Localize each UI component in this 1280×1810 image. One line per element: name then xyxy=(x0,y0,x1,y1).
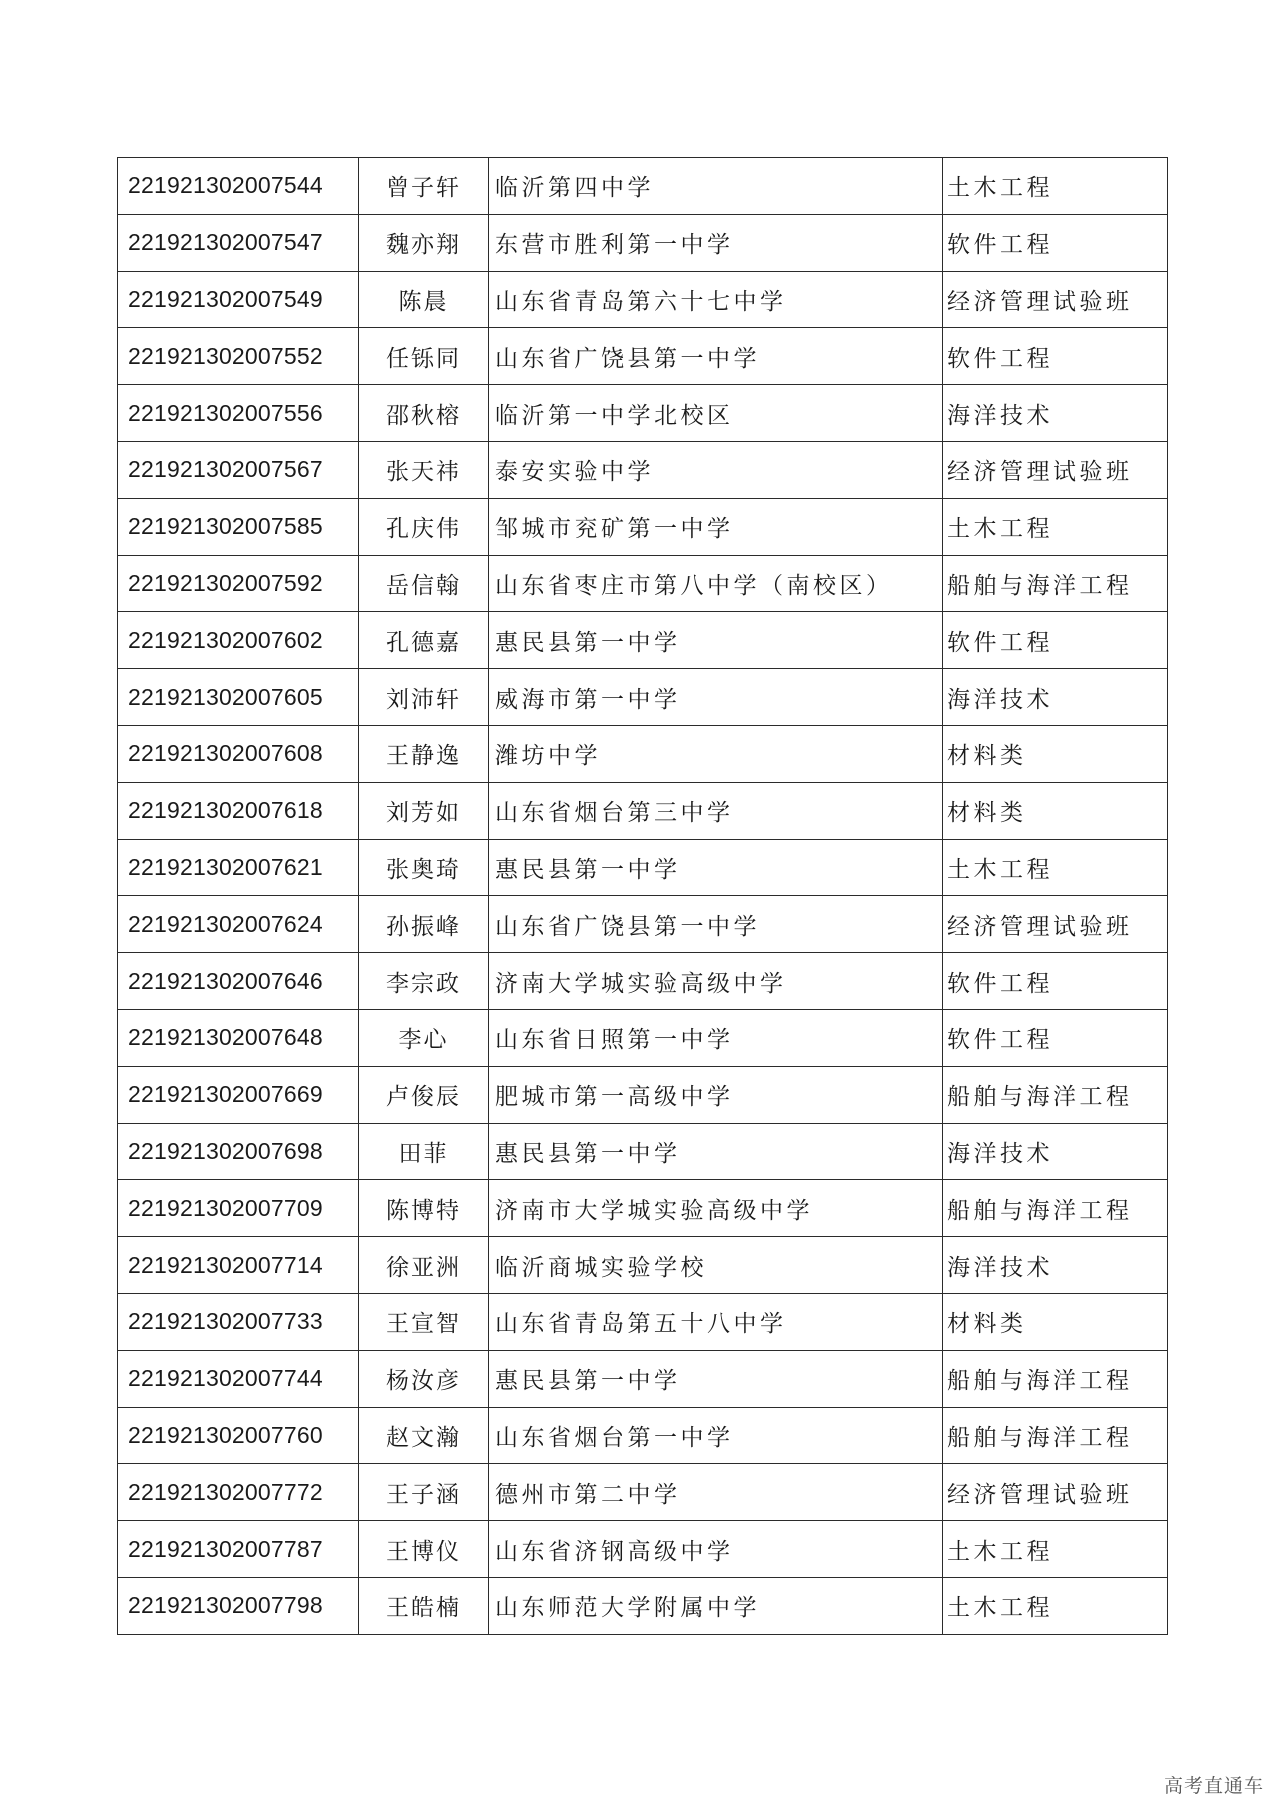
table-row xyxy=(118,1293,1168,1350)
major-cell: 船舶与海洋工程 xyxy=(943,1066,1168,1123)
table-row xyxy=(118,725,1168,782)
table-row xyxy=(118,1123,1168,1180)
student-name-cell: 张天祎 xyxy=(359,441,489,498)
table-row xyxy=(118,1407,1168,1464)
school-cell: 泰安实验中学 xyxy=(489,441,943,498)
school-cell: 山东省枣庄市第八中学（南校区） xyxy=(489,555,943,612)
school-cell: 山东师范大学附属中学 xyxy=(489,1577,943,1634)
school-cell: 邹城市兖矿第一中学 xyxy=(489,498,943,555)
table-row xyxy=(118,271,1168,328)
school-cell: 肥城市第一高级中学 xyxy=(489,1066,943,1123)
table-row xyxy=(118,1180,1168,1237)
school-cell: 威海市第一中学 xyxy=(489,669,943,726)
major-cell: 土木工程 xyxy=(943,498,1168,555)
major-cell: 经济管理试验班 xyxy=(943,1464,1168,1521)
exam-number-cell: 221921302007552 xyxy=(118,328,359,385)
school-cell: 东营市胜利第一中学 xyxy=(489,214,943,271)
major-cell: 软件工程 xyxy=(943,612,1168,669)
school-cell: 山东省济钢高级中学 xyxy=(489,1521,943,1578)
exam-number-cell: 221921302007698 xyxy=(118,1123,359,1180)
school-cell: 山东省青岛第六十七中学 xyxy=(489,271,943,328)
school-cell: 临沂第一中学北校区 xyxy=(489,385,943,442)
table-row xyxy=(118,1464,1168,1521)
table-row xyxy=(118,1521,1168,1578)
major-cell: 土木工程 xyxy=(943,839,1168,896)
table-row xyxy=(118,612,1168,669)
exam-number-cell: 221921302007592 xyxy=(118,555,359,612)
major-cell: 海洋技术 xyxy=(943,385,1168,442)
exam-number-cell: 221921302007624 xyxy=(118,896,359,953)
student-name-cell: 李心 xyxy=(359,1009,489,1066)
exam-number-cell: 221921302007733 xyxy=(118,1293,359,1350)
table-row xyxy=(118,782,1168,839)
student-name-cell: 岳信翰 xyxy=(359,555,489,612)
exam-number-cell: 221921302007602 xyxy=(118,612,359,669)
major-cell: 土木工程 xyxy=(943,1521,1168,1578)
exam-number-cell: 221921302007567 xyxy=(118,441,359,498)
exam-number-cell: 221921302007608 xyxy=(118,725,359,782)
student-name-cell: 任铄同 xyxy=(359,328,489,385)
major-cell: 经济管理试验班 xyxy=(943,896,1168,953)
major-cell: 海洋技术 xyxy=(943,669,1168,726)
school-cell: 临沂第四中学 xyxy=(489,158,943,215)
student-name-cell: 李宗政 xyxy=(359,953,489,1010)
table-row xyxy=(118,669,1168,726)
table-row xyxy=(118,441,1168,498)
table-row xyxy=(118,839,1168,896)
school-cell: 惠民县第一中学 xyxy=(489,839,943,896)
exam-number-cell: 221921302007772 xyxy=(118,1464,359,1521)
school-cell: 潍坊中学 xyxy=(489,725,943,782)
major-cell: 材料类 xyxy=(943,782,1168,839)
school-cell: 惠民县第一中学 xyxy=(489,1350,943,1407)
table-row xyxy=(118,214,1168,271)
student-name-cell: 陈博特 xyxy=(359,1180,489,1237)
student-name-cell: 王宣智 xyxy=(359,1293,489,1350)
major-cell: 材料类 xyxy=(943,725,1168,782)
major-cell: 船舶与海洋工程 xyxy=(943,1350,1168,1407)
table-row xyxy=(118,1066,1168,1123)
school-cell: 德州市第二中学 xyxy=(489,1464,943,1521)
school-cell: 山东省日照第一中学 xyxy=(489,1009,943,1066)
major-cell: 船舶与海洋工程 xyxy=(943,1407,1168,1464)
student-name-cell: 曾子轩 xyxy=(359,158,489,215)
roster-table-body xyxy=(118,158,1168,1635)
exam-number-cell: 221921302007798 xyxy=(118,1577,359,1634)
student-name-cell: 邵秋榕 xyxy=(359,385,489,442)
table-row xyxy=(118,1009,1168,1066)
student-name-cell: 陈晨 xyxy=(359,271,489,328)
exam-number-cell: 221921302007547 xyxy=(118,214,359,271)
school-cell: 山东省青岛第五十八中学 xyxy=(489,1293,943,1350)
student-name-cell: 刘芳如 xyxy=(359,782,489,839)
exam-number-cell: 221921302007621 xyxy=(118,839,359,896)
student-name-cell: 刘沛轩 xyxy=(359,669,489,726)
exam-number-cell: 221921302007714 xyxy=(118,1237,359,1294)
student-name-cell: 杨汝彦 xyxy=(359,1350,489,1407)
major-cell: 经济管理试验班 xyxy=(943,271,1168,328)
school-cell: 临沂商城实验学校 xyxy=(489,1237,943,1294)
table-row xyxy=(118,385,1168,442)
exam-number-cell: 221921302007585 xyxy=(118,498,359,555)
table-row xyxy=(118,896,1168,953)
student-name-cell: 魏亦翔 xyxy=(359,214,489,271)
exam-number-cell: 221921302007618 xyxy=(118,782,359,839)
table-row xyxy=(118,158,1168,215)
student-name-cell: 王博仪 xyxy=(359,1521,489,1578)
student-name-cell: 卢俊辰 xyxy=(359,1066,489,1123)
exam-number-cell: 221921302007646 xyxy=(118,953,359,1010)
student-name-cell: 王子涵 xyxy=(359,1464,489,1521)
school-cell: 济南大学城实验高级中学 xyxy=(489,953,943,1010)
table-row xyxy=(118,555,1168,612)
table-row xyxy=(118,328,1168,385)
watermark-text: 高考直通车 xyxy=(1163,1775,1264,1797)
school-cell: 山东省烟台第一中学 xyxy=(489,1407,943,1464)
major-cell: 海洋技术 xyxy=(943,1237,1168,1294)
student-name-cell: 孔德嘉 xyxy=(359,612,489,669)
major-cell: 软件工程 xyxy=(943,328,1168,385)
student-name-cell: 王静逸 xyxy=(359,725,489,782)
student-name-cell: 徐亚洲 xyxy=(359,1237,489,1294)
table-row xyxy=(118,953,1168,1010)
exam-number-cell: 221921302007605 xyxy=(118,669,359,726)
exam-number-cell: 221921302007549 xyxy=(118,271,359,328)
major-cell: 经济管理试验班 xyxy=(943,441,1168,498)
student-name-cell: 张奥琦 xyxy=(359,839,489,896)
student-name-cell: 田菲 xyxy=(359,1123,489,1180)
major-cell: 软件工程 xyxy=(943,1009,1168,1066)
table-row xyxy=(118,1577,1168,1634)
exam-number-cell: 221921302007544 xyxy=(118,158,359,215)
exam-number-cell: 221921302007556 xyxy=(118,385,359,442)
student-name-cell: 王皓楠 xyxy=(359,1577,489,1634)
major-cell: 软件工程 xyxy=(943,953,1168,1010)
school-cell: 济南市大学城实验高级中学 xyxy=(489,1180,943,1237)
exam-number-cell: 221921302007744 xyxy=(118,1350,359,1407)
student-name-cell: 孔庆伟 xyxy=(359,498,489,555)
major-cell: 软件工程 xyxy=(943,214,1168,271)
school-cell: 惠民县第一中学 xyxy=(489,612,943,669)
student-name-cell: 赵文瀚 xyxy=(359,1407,489,1464)
exam-number-cell: 221921302007760 xyxy=(118,1407,359,1464)
exam-number-cell: 221921302007787 xyxy=(118,1521,359,1578)
major-cell: 船舶与海洋工程 xyxy=(943,1180,1168,1237)
table-row xyxy=(118,1237,1168,1294)
exam-number-cell: 221921302007648 xyxy=(118,1009,359,1066)
major-cell: 海洋技术 xyxy=(943,1123,1168,1180)
school-cell: 山东省广饶县第一中学 xyxy=(489,896,943,953)
major-cell: 土木工程 xyxy=(943,158,1168,215)
school-cell: 山东省广饶县第一中学 xyxy=(489,328,943,385)
student-name-cell: 孙振峰 xyxy=(359,896,489,953)
major-cell: 土木工程 xyxy=(943,1577,1168,1634)
exam-number-cell: 221921302007669 xyxy=(118,1066,359,1123)
table-row xyxy=(118,1350,1168,1407)
major-cell: 材料类 xyxy=(943,1293,1168,1350)
school-cell: 惠民县第一中学 xyxy=(489,1123,943,1180)
table-row xyxy=(118,498,1168,555)
exam-number-cell: 221921302007709 xyxy=(118,1180,359,1237)
major-cell: 船舶与海洋工程 xyxy=(943,555,1168,612)
school-cell: 山东省烟台第三中学 xyxy=(489,782,943,839)
admission-roster-table xyxy=(117,157,1168,1635)
